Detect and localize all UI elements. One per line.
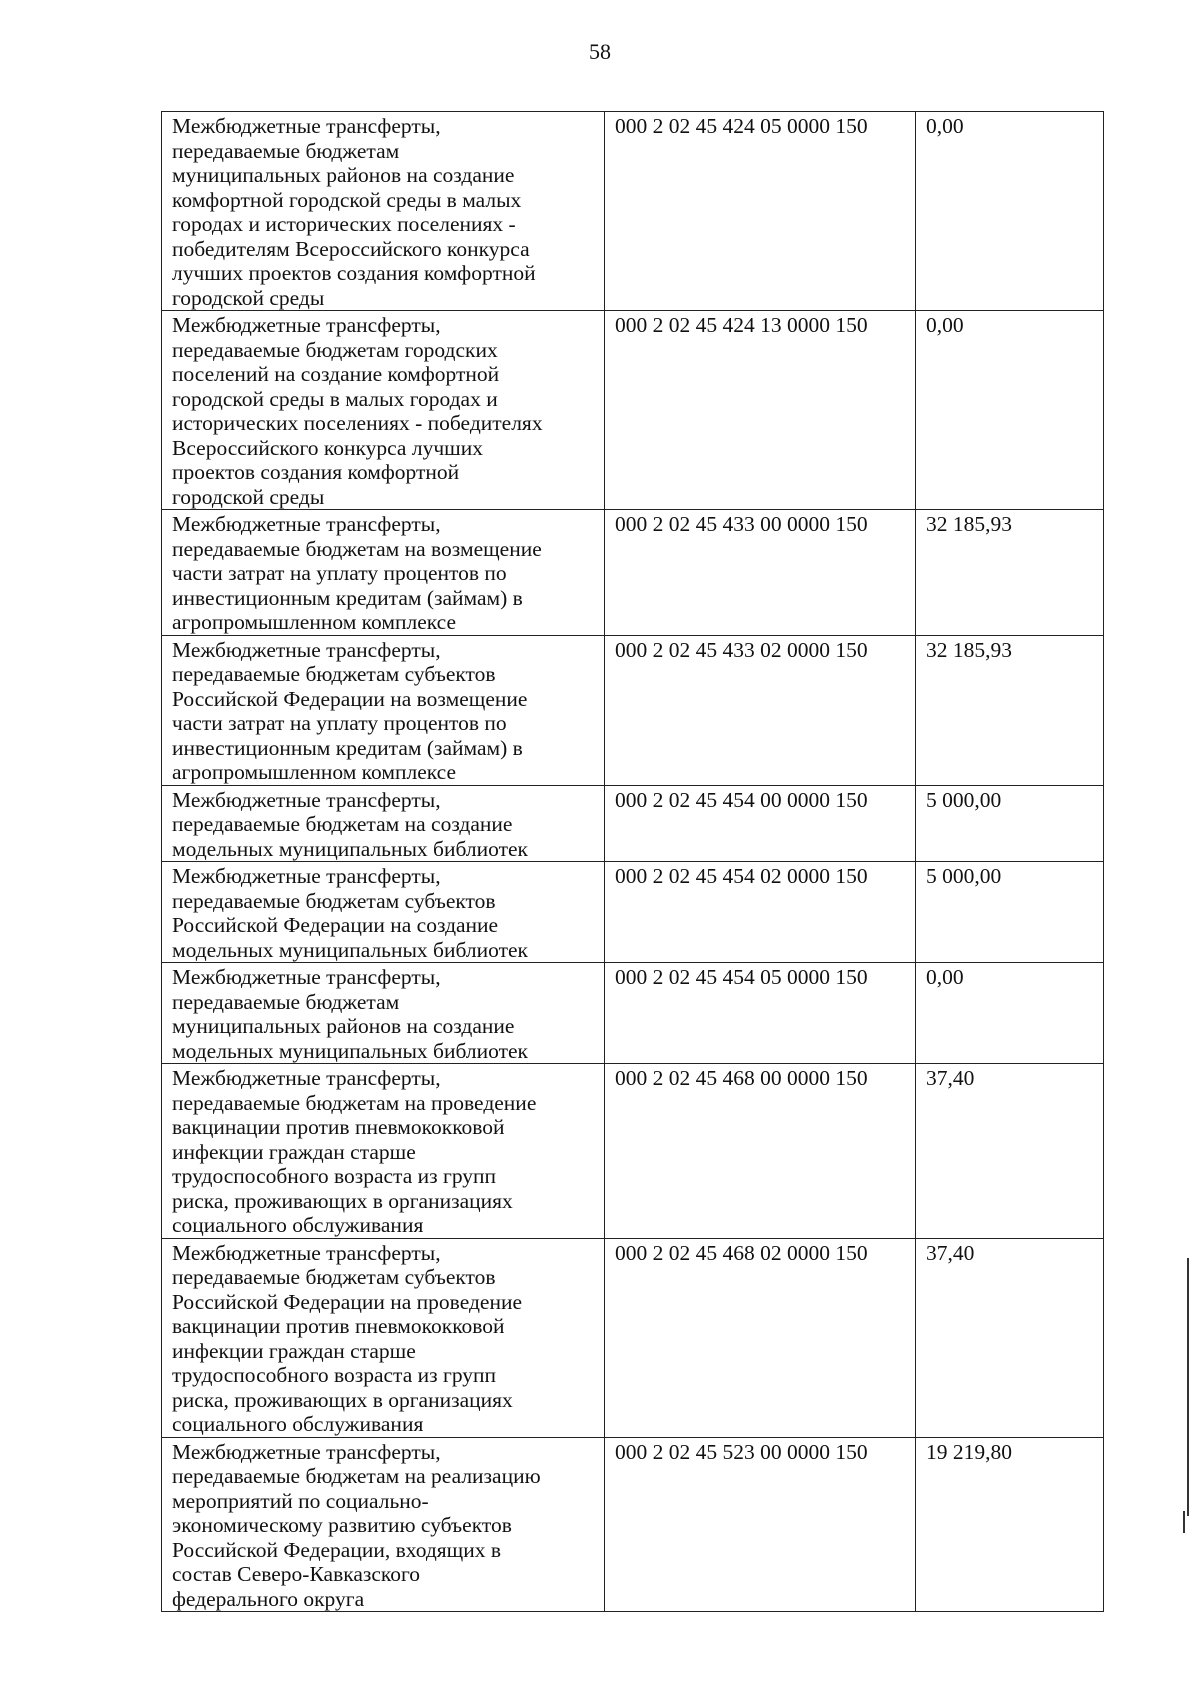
amount-cell: 5 000,00 bbox=[916, 862, 1104, 963]
budget-code-cell: 000 2 02 45 433 02 0000 150 bbox=[605, 635, 916, 785]
amount-cell: 0,00 bbox=[916, 311, 1104, 510]
description-cell bbox=[162, 862, 605, 963]
page-number: 58 bbox=[589, 39, 611, 64]
table-body bbox=[162, 112, 1104, 1612]
table-row bbox=[162, 862, 1104, 963]
scan-artifact-line bbox=[1187, 1258, 1189, 1516]
description-line: городской среды bbox=[172, 285, 325, 310]
description-line: поселений на создание комфортной bbox=[172, 362, 500, 386]
description-line: городах и исторических поселениях - bbox=[172, 212, 516, 236]
amount-cell: 5 000,00 bbox=[916, 785, 1104, 862]
budget-code-cell: 000 2 02 45 424 05 0000 150 bbox=[605, 112, 916, 311]
description-line: передаваемые бюджетам bbox=[172, 138, 400, 163]
description-line: модельных муниципальных библиотек bbox=[172, 1038, 528, 1063]
budget-code-cell: 000 2 02 45 454 05 0000 150 bbox=[605, 963, 916, 1064]
description-line: инвестиционным кредитам (займам) в bbox=[172, 735, 523, 760]
description-line: Межбюджетные трансферты, bbox=[172, 1439, 441, 1464]
description-line: передаваемые бюджетам субъектов bbox=[172, 888, 496, 913]
description-line: лучших проектов создания комфортной bbox=[172, 261, 536, 285]
table-row bbox=[162, 112, 1104, 311]
description-line: передаваемые бюджетам на реализацию bbox=[172, 1464, 541, 1488]
description-line: Российской Федерации на возмещение bbox=[172, 686, 528, 711]
description-line: трудоспособного возраста из групп bbox=[172, 1164, 497, 1188]
description-line: комфортной городской среды в малых bbox=[172, 187, 522, 212]
description-line: мероприятий по социально- bbox=[172, 1488, 429, 1513]
description-line: части затрат на уплату процентов по bbox=[172, 561, 507, 585]
description-line: состав Северо-Кавказского bbox=[172, 1562, 421, 1586]
description-line: передаваемые бюджетам на проведение bbox=[172, 1090, 537, 1115]
budget-code-cell: 000 2 02 45 433 00 0000 150 bbox=[605, 510, 916, 636]
description-line: Межбюджетные трансферты, bbox=[172, 1066, 441, 1090]
amount-cell: 0,00 bbox=[916, 112, 1104, 311]
description-line: победителям Всероссийского конкурса bbox=[172, 236, 530, 261]
table-row bbox=[162, 1238, 1104, 1437]
description-line: Российской Федерации, входящих в bbox=[172, 1537, 501, 1562]
budget-code-cell: 000 2 02 45 454 00 0000 150 bbox=[605, 785, 916, 862]
table-row bbox=[162, 635, 1104, 785]
description-line: Межбюджетные трансферты, bbox=[172, 864, 441, 888]
description-line: трудоспособного возраста из групп bbox=[172, 1363, 497, 1387]
description-line: федерального округа bbox=[172, 1586, 365, 1611]
description-line: Российской Федерации на проведение bbox=[172, 1289, 522, 1314]
description-line: Межбюджетные трансферты, bbox=[172, 787, 441, 812]
amount-cell: 37,40 bbox=[916, 1238, 1104, 1437]
description-cell bbox=[162, 785, 605, 862]
description-cell bbox=[162, 963, 605, 1064]
scan-artifact-line bbox=[1183, 1511, 1185, 1533]
description-line: агропромышленном комплексе bbox=[172, 610, 457, 634]
description-line: инвестиционным кредитам (займам) в bbox=[172, 585, 523, 610]
description-line: передаваемые бюджетам bbox=[172, 989, 400, 1014]
description-line: Межбюджетные трансферты, bbox=[172, 637, 441, 662]
description-line: передаваемые бюджетам субъектов bbox=[172, 662, 496, 686]
table-row bbox=[162, 311, 1104, 510]
description-line: муниципальных районов на создание bbox=[172, 1014, 515, 1038]
description-cell bbox=[162, 510, 605, 636]
description-line: Всероссийского конкурса лучших bbox=[172, 435, 483, 460]
amount-cell: 32 185,93 bbox=[916, 510, 1104, 636]
description-line: передаваемые бюджетам субъектов bbox=[172, 1265, 496, 1289]
budget-code-cell: 000 2 02 45 468 00 0000 150 bbox=[605, 1064, 916, 1239]
description-line: Межбюджетные трансферты, bbox=[172, 512, 441, 536]
description-line: вакцинации против пневмококковой bbox=[172, 1314, 505, 1338]
description-line: модельных муниципальных библиотек bbox=[172, 836, 528, 861]
description-line: инфекции граждан старше bbox=[172, 1338, 416, 1363]
description-line: исторических поселениях - победителях bbox=[172, 411, 543, 435]
description-line: передаваемые бюджетам городских bbox=[172, 337, 498, 362]
description-line: инфекции граждан старше bbox=[172, 1139, 416, 1164]
budget-code-cell: 000 2 02 45 454 02 0000 150 bbox=[605, 862, 916, 963]
table-row bbox=[162, 1437, 1104, 1612]
table-row bbox=[162, 963, 1104, 1064]
description-cell bbox=[162, 112, 605, 311]
description-cell bbox=[162, 311, 605, 510]
description-line: передаваемые бюджетам на создание bbox=[172, 812, 513, 836]
description-line: социального обслуживания bbox=[172, 1412, 424, 1436]
description-line: социального обслуживания bbox=[172, 1213, 424, 1237]
description-line: вакцинации против пневмококковой bbox=[172, 1115, 505, 1139]
amount-cell: 32 185,93 bbox=[916, 635, 1104, 785]
description-cell bbox=[162, 1064, 605, 1239]
description-line: Межбюджетные трансферты, bbox=[172, 1240, 441, 1265]
description-line: модельных муниципальных библиотек bbox=[172, 937, 528, 962]
description-cell bbox=[162, 635, 605, 785]
description-line: риска, проживающих в организациях bbox=[172, 1387, 513, 1412]
amount-cell: 19 219,80 bbox=[916, 1437, 1104, 1612]
budget-code-cell: 000 2 02 45 468 02 0000 150 bbox=[605, 1238, 916, 1437]
description-line: части затрат на уплату процентов по bbox=[172, 711, 507, 735]
description-line: Межбюджетные трансферты, bbox=[172, 313, 441, 337]
description-cell bbox=[162, 1437, 605, 1612]
description-line: Межбюджетные трансферты, bbox=[172, 965, 441, 989]
description-cell bbox=[162, 1238, 605, 1437]
description-line: экономическому развитию субъектов bbox=[172, 1513, 512, 1537]
budget-code-cell: 000 2 02 45 424 13 0000 150 bbox=[605, 311, 916, 510]
table-row bbox=[162, 1064, 1104, 1239]
description-line: Межбюджетные трансферты, bbox=[172, 114, 441, 138]
description-line: городской среды bbox=[172, 484, 325, 509]
description-line: риска, проживающих в организациях bbox=[172, 1188, 513, 1213]
description-line: агропромышленном комплексе bbox=[172, 760, 457, 784]
budget-table bbox=[161, 111, 1104, 1612]
table-row bbox=[162, 510, 1104, 636]
description-line: проектов создания комфортной bbox=[172, 460, 460, 484]
description-line: передаваемые бюджетам на возмещение bbox=[172, 536, 542, 561]
amount-cell: 37,40 bbox=[916, 1064, 1104, 1239]
description-line: муниципальных районов на создание bbox=[172, 163, 515, 187]
table-row bbox=[162, 785, 1104, 862]
amount-cell: 0,00 bbox=[916, 963, 1104, 1064]
description-line: Российской Федерации на создание bbox=[172, 913, 499, 937]
description-line: городской среды в малых городах и bbox=[172, 386, 498, 411]
budget-code-cell: 000 2 02 45 523 00 0000 150 bbox=[605, 1437, 916, 1612]
